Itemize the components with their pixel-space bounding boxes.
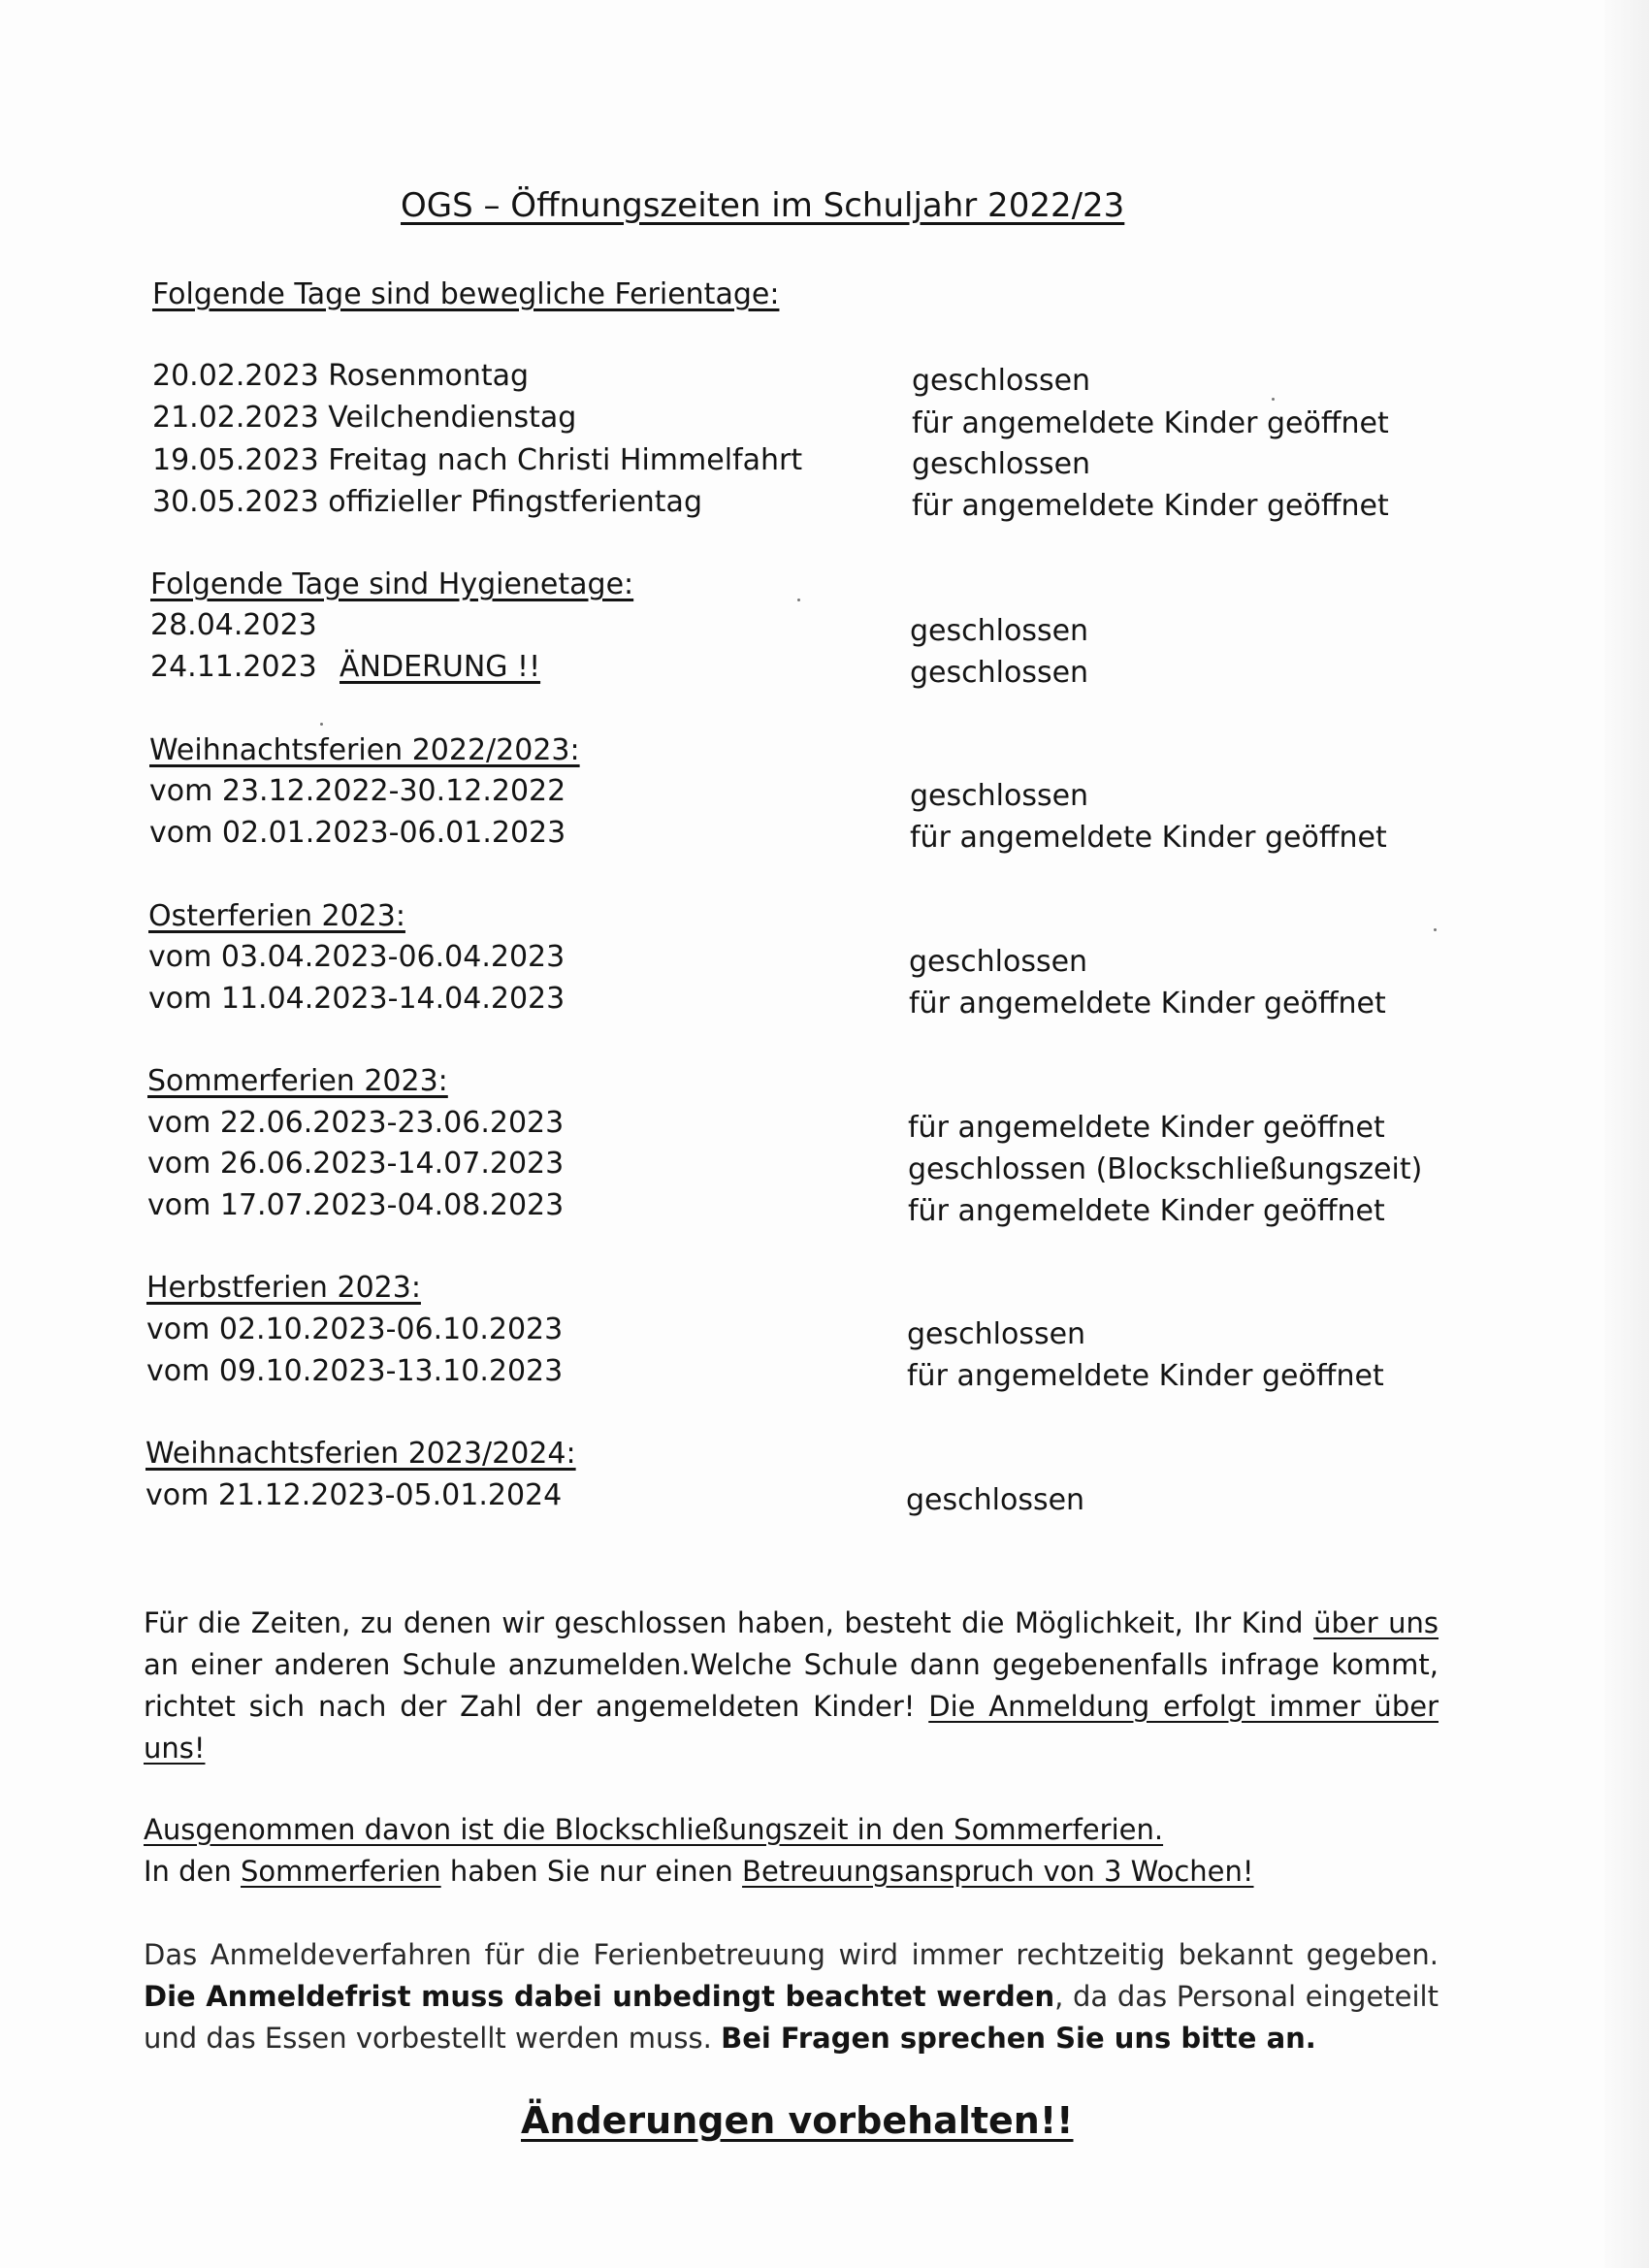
summer-line — [144, 1853, 1254, 1890]
info-paragraph-closing — [144, 1603, 1439, 1769]
row-date: vom 22.06.2023-23.06.2023 — [147, 1106, 565, 1140]
section-heading-hygienetage: Folgende Tage sind Hygienetage: — [150, 567, 634, 601]
para1-text: Für die Zeiten, zu denen wir geschlossen haben, besteht die Möglichkeit, Ihr Kind — [144, 1606, 1314, 1639]
summer-underlined: Betreuungsanspruch von 3 Wochen! — [742, 1855, 1254, 1888]
scan-speck — [797, 599, 800, 601]
section-heading-weihnachten-2022: Weihnachtsferien 2022/2023: — [149, 733, 580, 767]
scan-speck — [1434, 928, 1437, 931]
row-date: 19.05.2023 Freitag nach Christi Himmelfahrt — [152, 443, 803, 477]
section-heading-herbstferien: Herbstferien 2023: — [146, 1271, 421, 1305]
row-status: für angemeldete Kinder geöffnet — [908, 1194, 1385, 1228]
scan-page-edge — [1604, 0, 1649, 2268]
row-status: für angemeldete Kinder geöffnet — [912, 489, 1389, 523]
row-date: 21.02.2023 Veilchendienstag — [152, 401, 577, 435]
row-status: geschlossen — [912, 364, 1091, 398]
row-status: geschlossen — [910, 614, 1089, 648]
row-date: 30.05.2023 offizieller Pfingstferientag — [152, 485, 702, 519]
row-status: geschlossen — [909, 945, 1088, 979]
summer-underlined: Sommerferien — [241, 1855, 441, 1888]
row-status: geschlossen — [910, 779, 1089, 813]
section-heading-weihnachten-2023: Weihnachtsferien 2023/2024: — [146, 1437, 576, 1471]
info-paragraph-registration — [144, 1934, 1439, 2059]
para1-underlined: über uns — [1313, 1606, 1439, 1639]
row-status: für angemeldete Kinder geöffnet — [909, 987, 1386, 1021]
summer-text: In den — [144, 1855, 241, 1888]
row-date: vom 26.06.2023-14.07.2023 — [147, 1147, 565, 1181]
row-date: vom 11.04.2023-14.04.2023 — [148, 982, 566, 1016]
row-date: 24.11.2023 — [150, 650, 317, 684]
para1-text: an einer anderen Schule anzumelden.Welche Schule dann gegebenenfalls infrage kommt, richtet sich nach der Zahl der angemeldeten Kinder! — [144, 1648, 1439, 1723]
para3-text: , da das Personal eingeteilt und das Essen vorbestellt werden muss. — [144, 1980, 1439, 2055]
row-date: vom 02.10.2023-06.10.2023 — [146, 1312, 564, 1346]
row-status: für angemeldete Kinder geöffnet — [907, 1359, 1384, 1393]
row-date: vom 02.01.2023-06.01.2023 — [149, 816, 566, 850]
row-date: vom 03.04.2023-06.04.2023 — [148, 940, 566, 974]
row-status: geschlossen — [912, 447, 1091, 481]
row-date: vom 21.12.2023-05.01.2024 — [146, 1478, 563, 1512]
row-status: für angemeldete Kinder geöffnet — [912, 406, 1389, 440]
row-status: geschlossen — [907, 1317, 1086, 1351]
page-title: OGS – Öffnungszeiten im Schuljahr 2022/23 — [401, 186, 1125, 225]
row-status: für angemeldete Kinder geöffnet — [908, 1111, 1385, 1145]
row-date: vom 09.10.2023-13.10.2023 — [146, 1354, 564, 1388]
footer-notice: Änderungen vorbehalten!! — [521, 2099, 1074, 2142]
row-status: für angemeldete Kinder geöffnet — [910, 821, 1387, 855]
para3-text: Das Anmeldeverfahren für die Ferienbetreuung wird immer rechtzeitig bekannt gegeben. — [144, 1938, 1439, 1971]
row-date: 20.02.2023 Rosenmontag — [152, 359, 530, 393]
row-date: vom 23.12.2022-30.12.2022 — [149, 774, 566, 808]
row-date: vom 17.07.2023-04.08.2023 — [147, 1188, 565, 1222]
scan-speck — [320, 723, 323, 726]
para1-underlined: Die Anmeldung erfolgt immer über uns! — [144, 1690, 1439, 1765]
summer-text: haben Sie nur einen — [440, 1855, 743, 1888]
section-heading-sommerferien: Sommerferien 2023: — [147, 1064, 448, 1098]
row-status: geschlossen (Blockschließungszeit) — [908, 1152, 1423, 1186]
row-status: geschlossen — [906, 1483, 1085, 1517]
row-date: 28.04.2023 — [150, 608, 317, 642]
scan-speck — [1272, 398, 1275, 401]
row-status: geschlossen — [910, 656, 1089, 690]
section-heading-osterferien: Osterferien 2023: — [148, 899, 405, 933]
change-notice: ÄNDERUNG !! — [340, 650, 541, 684]
para3-bold: Bei Fragen sprechen Sie uns bitte an. — [721, 2022, 1316, 2055]
para3-bold: Die Anmeldefrist muss dabei unbedingt beachtet werden — [144, 1980, 1055, 2013]
exception-line: Ausgenommen davon ist die Blockschließungszeit in den Sommerferien. — [144, 1813, 1164, 1846]
section-heading-ferientage: Folgende Tage sind bewegliche Ferientage: — [152, 277, 780, 311]
